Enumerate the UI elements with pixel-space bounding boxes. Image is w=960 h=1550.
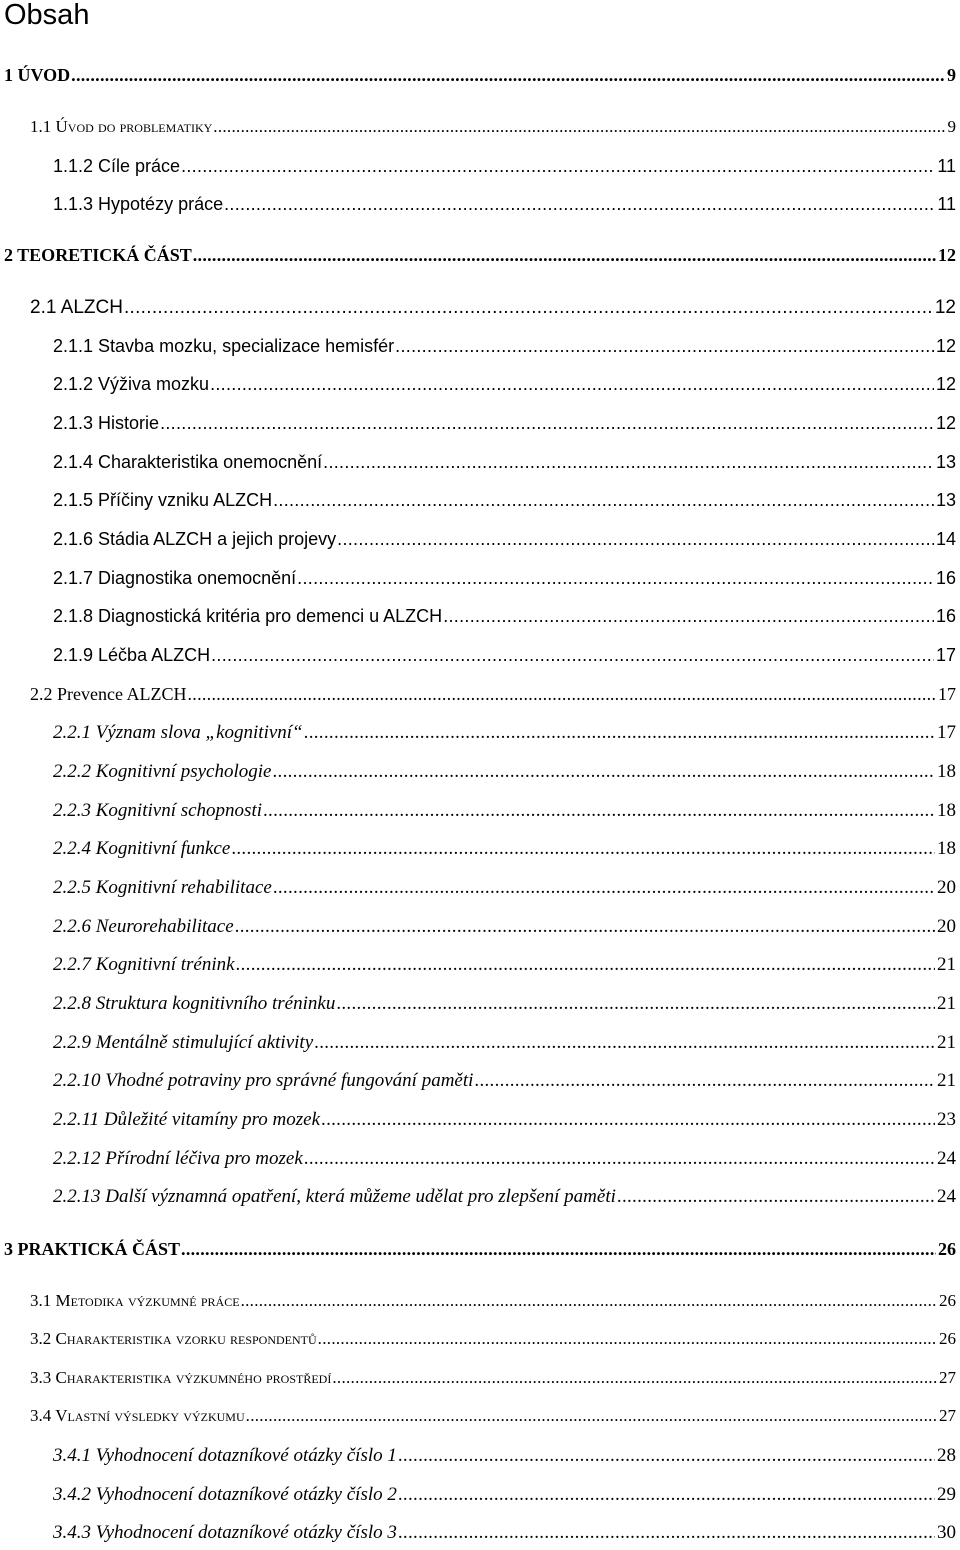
toc-entry-label: 2.1.3 Historie (53, 413, 160, 433)
toc-entry-2-1-7[interactable] (53, 568, 956, 592)
toc-entry-page: 21 (937, 993, 956, 1014)
toc-entry-page: 24 (937, 1186, 956, 1207)
toc-entry-3-4[interactable] (30, 1406, 956, 1430)
toc-entry-label: 2.2.10 Vhodné potraviny pro správné fungování paměti (53, 1070, 474, 1091)
toc-entry-page: 29 (937, 1484, 956, 1505)
toc-entry-2-2-11[interactable] (53, 1109, 956, 1133)
toc-entry-2-2-1[interactable] (53, 722, 956, 746)
dot-leader (474, 1070, 935, 1092)
dot-leader (398, 1522, 935, 1544)
toc-entry-2[interactable] (4, 245, 956, 269)
toc-entry-label: 3 PRAKTICKÁ ČÁST (4, 1239, 181, 1259)
dot-leader (181, 1239, 936, 1260)
dot-leader (187, 684, 936, 705)
toc-entry-1[interactable] (4, 65, 956, 89)
toc-entry-1-1-2[interactable] (53, 156, 956, 180)
toc-entry-label: 2.2.3 Kognitivní schopnosti (53, 800, 262, 821)
toc-entry-2-2-4[interactable] (53, 838, 956, 862)
toc-entry-page: 27 (939, 1368, 956, 1387)
dot-leader (124, 297, 933, 319)
toc-entry-2-2-2[interactable] (53, 761, 956, 785)
toc-entry-2-2-10[interactable] (53, 1070, 956, 1094)
toc-entry-page: 12 (935, 413, 956, 433)
dot-leader (273, 490, 934, 511)
toc-entry-3-2[interactable] (30, 1329, 956, 1353)
toc-entry-2-1-3[interactable] (53, 413, 956, 437)
dot-leader (398, 1445, 935, 1467)
toc-entry-page: 18 (937, 800, 956, 821)
toc-entry-3-4-2[interactable] (53, 1484, 956, 1508)
toc-entry-2-1-1[interactable] (53, 336, 956, 360)
toc-entry-3-4-3[interactable] (53, 1522, 956, 1546)
toc-entry-label: 2.2.6 Neurorehabilitace (53, 916, 234, 937)
toc-entry-2-2-6[interactable] (53, 916, 956, 940)
toc-entry-2-1-4[interactable] (53, 452, 956, 476)
dot-leader (398, 1484, 935, 1506)
toc-entry-label: 3.4.2 Vyhodnocení dotazníkové otázky číslo 2 (53, 1484, 397, 1505)
dot-leader (336, 993, 935, 1015)
toc-entry-page: 17 (935, 645, 956, 665)
dot-leader (304, 722, 935, 744)
toc-entry-label: 2.2.5 Kognitivní rehabilitace (53, 877, 272, 898)
dot-leader (443, 606, 934, 627)
toc-entry-page: 11 (937, 194, 956, 214)
toc-entry-label: 2.1.2 Výživa mozku (53, 374, 210, 394)
toc-entry-label: 2.2.12 Přírodní léčiva pro mozek (53, 1148, 303, 1169)
toc-entry-page: 9 (947, 65, 956, 85)
toc-entry-page: 17 (938, 684, 956, 704)
toc-entry-3-4-1[interactable] (53, 1445, 956, 1469)
toc-entry-page: 12 (935, 374, 956, 394)
toc-entry-2-2[interactable] (30, 684, 956, 708)
dot-leader (224, 194, 935, 215)
toc-entry-label: 2.1.5 Příčiny vzniku ALZCH (53, 490, 273, 510)
toc-entry-label: 1 ÚVOD (4, 65, 71, 85)
toc-entry-label: 2.2.2 Kognitivní psychologie (53, 761, 272, 782)
dot-leader (263, 800, 935, 822)
toc-entry-2-2-8[interactable] (53, 993, 956, 1017)
dot-leader (236, 954, 935, 976)
toc-entry-page: 14 (935, 529, 956, 549)
toc-entry-3-3[interactable] (30, 1368, 956, 1392)
dot-leader (297, 568, 934, 589)
toc-entry-page: 28 (937, 1445, 956, 1466)
toc-entry-label: 2.1.4 Charakteristika onemocnění (53, 452, 323, 472)
toc-entry-label: 1.1.2 Cíle práce (53, 156, 181, 176)
dot-leader (337, 529, 934, 550)
toc-entry-page: 20 (937, 916, 956, 937)
dot-leader (160, 413, 934, 434)
dot-leader (241, 1291, 937, 1311)
toc-entry-label: 2.2 Prevence ALZCH (30, 684, 187, 704)
toc-entry-2-2-5[interactable] (53, 877, 956, 901)
page-title: Obsah (4, 0, 90, 31)
toc-entry-page: 18 (937, 838, 956, 859)
dot-leader (210, 374, 934, 395)
dot-leader (395, 336, 934, 357)
dot-leader (213, 117, 945, 137)
toc-entry-page: 16 (935, 568, 956, 588)
toc-entry-2-1[interactable] (30, 297, 956, 321)
toc-entry-page: 21 (937, 954, 956, 975)
toc-entry-page: 18 (937, 761, 956, 782)
toc-entry-1-1[interactable] (30, 117, 956, 141)
dot-leader (235, 916, 935, 938)
dot-leader (246, 1406, 937, 1426)
dot-leader (193, 245, 936, 266)
toc-entry-page: 26 (939, 1329, 956, 1348)
toc-entry-page: 21 (937, 1032, 956, 1053)
toc-entry-label: 2.2.7 Kognitivní trénink (53, 954, 235, 975)
dot-leader (181, 156, 935, 177)
toc-entry-label: 3.4 Vlastní výsledky výzkumu (30, 1406, 245, 1425)
toc-entry-2-1-8[interactable] (53, 606, 956, 630)
toc-entry-3[interactable] (4, 1239, 956, 1263)
toc-entry-label: 3.1 Metodika výzkumné práce (30, 1291, 240, 1310)
toc-entry-label: 2.1.9 Léčba ALZCH (53, 645, 211, 665)
toc-entry-page: 9 (947, 117, 956, 136)
toc-entry-label: 2.2.1 Význam slova „kognitivní“ (53, 722, 303, 743)
toc-entry-label: 1.1 Úvod do problematiky (30, 117, 213, 136)
toc-entry-label: 2.1.7 Diagnostika onemocnění (53, 568, 297, 588)
toc-entry-page: 21 (937, 1070, 956, 1091)
dot-leader (211, 645, 934, 666)
toc-entry-2-1-9[interactable] (53, 645, 956, 669)
toc-entry-page: 30 (937, 1522, 956, 1543)
toc-entry-page: 13 (935, 452, 956, 472)
toc-entry-page: 26 (939, 1291, 956, 1310)
dot-leader (617, 1186, 935, 1208)
toc-entry-2-1-6[interactable] (53, 529, 956, 553)
toc-entry-label: 3.4.1 Vyhodnocení dotazníkové otázky číslo 1 (53, 1445, 397, 1466)
toc-entry-label: 2.2.8 Struktura kognitivního tréninku (53, 993, 336, 1014)
dot-leader (321, 1109, 935, 1131)
toc-entry-page: 13 (935, 490, 956, 510)
toc-entry-page: 24 (937, 1148, 956, 1169)
toc-entry-label: 2.1.1 Stavba mozku, specializace hemisfér (53, 336, 395, 356)
toc-entry-label: 2.2.11 Důležité vitamíny pro mozek (53, 1109, 321, 1130)
dot-leader (332, 1368, 937, 1388)
toc-entry-label: 2.2.4 Kognitivní funkce (53, 838, 231, 859)
toc-entry-label: 2.1.8 Diagnostická kritéria pro demenci u ALZCH (53, 606, 443, 626)
toc-entry-label: 2.1 ALZCH (30, 297, 123, 318)
toc-entry-2-2-9[interactable] (53, 1032, 956, 1056)
toc-entry-page: 26 (938, 1239, 956, 1259)
dot-leader (273, 877, 935, 899)
toc-entry-page: 12 (938, 245, 956, 265)
toc-entry-page: 23 (937, 1109, 956, 1130)
toc-entry-page: 16 (935, 606, 956, 626)
toc-entry-label: 3.3 Charakteristika výzkumného prostředí (30, 1368, 332, 1387)
toc-entry-label: 2.2.13 Další významná opatření, která můžeme udělat pro zlepšení paměti (53, 1186, 616, 1207)
dot-leader (318, 1329, 937, 1349)
toc-entry-label: 2 TEORETICKÁ ČÁST (4, 245, 192, 265)
toc-entry-label: 1.1.3 Hypotézy práce (53, 194, 224, 214)
dot-leader (71, 65, 945, 86)
dot-leader (314, 1032, 935, 1054)
toc-entry-2-2-7[interactable] (53, 954, 956, 978)
dot-leader (231, 838, 935, 860)
toc-entry-label: 2.2.9 Mentálně stimulující aktivity (53, 1032, 314, 1053)
toc-entry-page: 12 (935, 336, 956, 356)
toc-entry-3-1[interactable] (30, 1291, 956, 1315)
toc-entry-label: 3.4.3 Vyhodnocení dotazníkové otázky číslo 3 (53, 1522, 397, 1543)
toc-entry-2-2-12[interactable] (53, 1148, 956, 1172)
toc-entry-page: 20 (937, 877, 956, 898)
toc-entry-page: 12 (934, 297, 956, 318)
toc-entry-page: 27 (939, 1406, 956, 1425)
toc-entry-2-1-5[interactable] (53, 490, 956, 514)
toc-entry-page: 11 (937, 156, 956, 176)
toc-entry-2-1-2[interactable] (53, 374, 956, 398)
toc-entry-label: 2.1.6 Stádia ALZCH a jejich projevy (53, 529, 337, 549)
dot-leader (323, 452, 934, 473)
toc-entry-label: 3.2 Charakteristika vzorku respondentů (30, 1329, 317, 1348)
dot-leader (272, 761, 935, 783)
toc-entry-1-1-3[interactable] (53, 194, 956, 218)
toc-entry-2-2-13[interactable] (53, 1186, 956, 1210)
toc-entry-page: 17 (937, 722, 956, 743)
dot-leader (304, 1148, 935, 1170)
toc-entry-2-2-3[interactable] (53, 800, 956, 824)
